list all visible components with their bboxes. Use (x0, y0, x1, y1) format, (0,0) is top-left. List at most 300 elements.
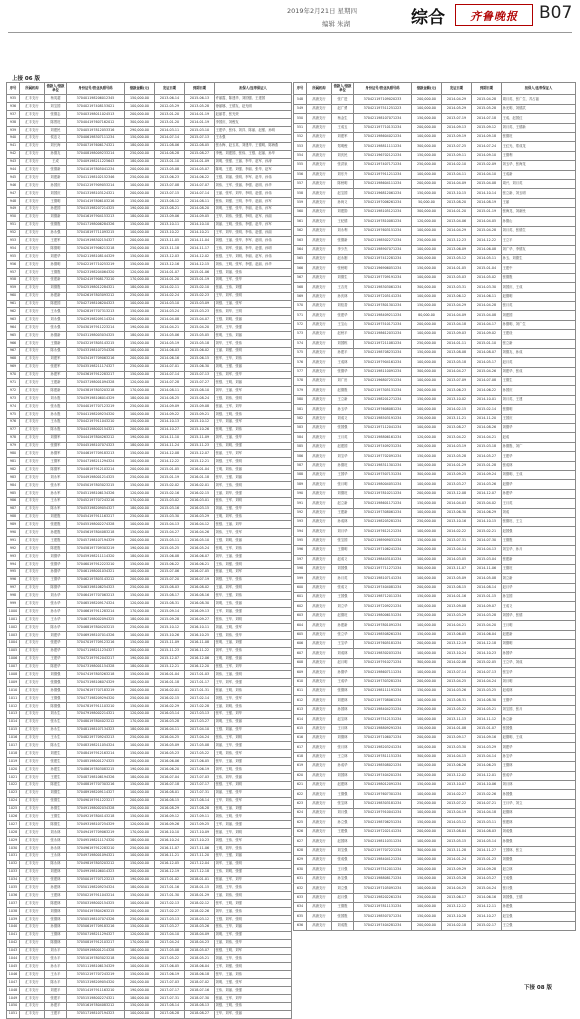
table-cell: 刘月英、王建 (502, 395, 576, 404)
table-cell: 962 (7, 308, 20, 316)
table-cell: 汇丰支行 (20, 852, 45, 860)
table-cell: 张建生 (45, 758, 67, 766)
table-cell: 370468197804203215 (67, 624, 125, 632)
table-cell: 2016-12-19 (155, 868, 185, 876)
table-cell: 王伟、刘华、张丽 (215, 773, 292, 781)
table-cell: 张丽、王军、刘华 (215, 994, 292, 1002)
table-cell: 150,000.00 (125, 261, 155, 269)
table-cell: 高唐支行 (307, 245, 332, 254)
table-row (7, 150, 292, 158)
table-row (294, 208, 576, 217)
table-cell: 370448197912103214 (67, 466, 125, 474)
table-cell: 刘强、王华、张军 (215, 695, 292, 703)
table-cell: 汇丰支行 (20, 111, 45, 119)
table-cell: 2014-06-16 (155, 355, 185, 363)
table-cell: 刘建新 (45, 174, 67, 182)
table-cell: 150,000.00 (412, 630, 442, 639)
table-cell: 2017-03-13 (155, 916, 185, 924)
table-cell: 孙立强 (332, 818, 354, 827)
table-cell: 370451198106134326 (67, 489, 125, 497)
table-cell: 370421197105091234 (354, 884, 412, 893)
table-cell: 634 (294, 902, 307, 911)
table-cell: 978 (7, 434, 20, 442)
table-row (294, 733, 576, 742)
table-cell: 618 (294, 752, 307, 761)
table-cell: 赵建新 (502, 630, 576, 639)
table-cell: 刘伟、王丽、张明 (215, 671, 292, 679)
table-cell: 陈永强 (45, 347, 67, 355)
table-row (294, 95, 576, 104)
table-cell: 张明、王军、刘伟 (215, 545, 292, 553)
table-cell: 王丽 (502, 198, 576, 207)
table-cell: 300,000.00 (412, 752, 442, 761)
table-cell: 2015-04-07 (185, 316, 215, 324)
table-cell: 370406198307111234 (67, 134, 125, 142)
table-cell: 370421197710131234 (354, 123, 412, 132)
table-cell: 972 (7, 387, 20, 395)
table-row (7, 166, 292, 174)
table-cell: 高唐支行 (307, 471, 332, 480)
table-cell: 刘德华 (502, 424, 576, 433)
table-cell: 王丽、刘伟、张华 (215, 939, 292, 947)
table-row (294, 658, 576, 667)
table-cell: 张德林 (332, 686, 354, 695)
table-row (7, 584, 292, 592)
table-cell: 2014-03-24 (155, 308, 185, 316)
table-cell: 549 (294, 104, 307, 113)
table-cell: 599 (294, 574, 307, 583)
table-cell: 赵月强 (332, 893, 354, 902)
table-row (294, 640, 576, 649)
table-cell: 200,000.00 (412, 677, 442, 686)
table-cell: 370421197407171234 (354, 161, 412, 170)
table-cell: 2015-02-17 (472, 921, 502, 930)
table-cell: 559 (294, 198, 307, 207)
table-row (7, 174, 292, 182)
table-cell: 张华、王强、刘丽 (215, 852, 292, 860)
table-cell: 1005 (7, 647, 20, 655)
table-cell: 370465198209174324 (67, 600, 125, 608)
table-cell: 孙德友 (45, 150, 67, 158)
table-cell: 王德林 (502, 762, 576, 771)
table-row (7, 971, 292, 979)
table-cell: 2015-07-13 (185, 371, 215, 379)
table-cell: 2014-12-15 (185, 261, 215, 269)
table-cell: 刘庆民 (332, 151, 354, 160)
table-row (7, 560, 292, 568)
table-cell: 汇丰支行 (20, 821, 45, 829)
table-cell: 180,000.00 (125, 505, 155, 513)
table-cell: 2014-05-06 (155, 332, 185, 340)
table-cell: 2016-06-21 (185, 560, 215, 568)
table-cell: 2015-08-31 (155, 600, 185, 608)
table-cell: 955 (7, 253, 20, 261)
table-cell: 370442197911043210 (67, 418, 125, 426)
table-row (7, 963, 292, 971)
table-row (294, 809, 576, 818)
table-cell: 570 (294, 301, 307, 310)
table-row (7, 466, 292, 474)
table-cell: 2014-07-18 (472, 114, 502, 123)
table-cell: 2013-04-11 (442, 170, 472, 179)
column-header: 发证日期 (155, 83, 185, 95)
table-cell: 2013-10-02 (442, 395, 472, 404)
table-cell: 593 (294, 517, 307, 526)
table-row (294, 799, 576, 808)
table-cell: 2013-06-05 (442, 630, 472, 639)
table-row (7, 95, 292, 103)
table-cell: 张建胜 (45, 521, 67, 529)
table-cell: 2013-05-22 (442, 705, 472, 714)
table-cell: 汇丰支行 (20, 411, 45, 419)
table-cell: 2013-09-25 (442, 471, 472, 480)
table-cell: 370447198211294324 (67, 458, 125, 466)
table-cell: 汇丰支行 (20, 923, 45, 931)
table-cell: 370453198209054327 (67, 505, 125, 513)
table-cell: 汇丰支行 (20, 95, 45, 103)
table-cell: 孙成林 (332, 517, 354, 526)
table-cell: 80,000.00 (412, 311, 442, 320)
table-cell: 591 (294, 499, 307, 508)
table-cell: 370421198706251234 (354, 818, 412, 827)
table-cell: 2013-11-13 (442, 715, 472, 724)
table-cell: 1025 (7, 805, 20, 813)
table-row (294, 114, 576, 123)
table-cell: 2013-03-30 (442, 743, 472, 752)
table-row (7, 821, 292, 829)
table-cell: 张永华 (45, 600, 67, 608)
table-row (294, 405, 576, 414)
table-cell: 250,000.00 (125, 363, 155, 371)
table-cell: 2015-09-12 (472, 123, 502, 132)
table-row (294, 301, 576, 310)
table-cell: 张德旺 (502, 132, 576, 141)
table-cell: 619 (294, 762, 307, 771)
table-cell: 946 (7, 182, 20, 190)
table-row (294, 602, 576, 611)
table-row (7, 726, 292, 734)
table-cell: 2013-07-08 (155, 182, 185, 190)
table-cell: 高唐支行 (307, 874, 332, 883)
table-row (294, 630, 576, 639)
table-cell: 601 (294, 593, 307, 602)
table-cell: 370492197804143218 (67, 813, 125, 821)
table-cell: 孙国华 (502, 649, 576, 658)
table-row (294, 837, 576, 846)
table-cell: 王国林、张立 (502, 846, 576, 855)
table-cell: 王宝山 (332, 320, 354, 329)
table-cell: 2015-10-12 (185, 418, 215, 426)
table-cell: 1019 (7, 758, 20, 766)
table-cell: 孙国庆 (45, 182, 67, 190)
table-cell: 370421196702121234 (354, 151, 412, 160)
table-cell: 汇丰支行 (20, 908, 45, 916)
table-cell: 370421197109020233 (354, 95, 412, 104)
table-cell: 2015-12-07 (185, 450, 215, 458)
table-cell: 2013-08-27 (442, 424, 472, 433)
table-cell: 150,000.00 (125, 671, 155, 679)
table-cell: 991 (7, 537, 20, 545)
table-row (294, 508, 576, 517)
table-cell: 100,000.00 (412, 668, 442, 677)
table-cell: 370418197711093215 (67, 229, 125, 237)
table-cell: 993 (7, 553, 20, 561)
table-cell: 赵建国 (332, 442, 354, 451)
table-cell: 2014-09-05 (185, 213, 215, 221)
table-cell: 2014-05-08 (472, 574, 502, 583)
table-cell: 2016-05-23 (155, 750, 185, 758)
table-cell: 刘华、王丽、张强 (215, 553, 292, 561)
table-cell: 张建军 (45, 363, 67, 371)
table-cell: 2013-04-18 (442, 320, 472, 329)
table-cell: 1023 (7, 789, 20, 797)
table-cell: 952 (7, 229, 20, 237)
table-cell: 973 (7, 395, 20, 403)
table-cell: 2014-06-22 (472, 386, 502, 395)
table-cell: 1028 (7, 829, 20, 837)
table-cell: 2016-09-12 (155, 813, 185, 821)
table-cell: 2015-02-09 (472, 161, 502, 170)
table-cell: 高唐支行 (307, 921, 332, 930)
table-cell: 刘国庆 (45, 190, 67, 198)
table-cell: 2017-01-17 (185, 679, 215, 687)
table-cell: 370434197709063216 (67, 355, 125, 363)
table-cell: 200,000.00 (412, 640, 442, 649)
table-cell: 高唐支行 (307, 668, 332, 677)
table-cell: 汇丰支行 (20, 434, 45, 442)
table-row (7, 213, 292, 221)
table-cell: 2013-09-29 (442, 865, 472, 874)
table-cell: 100,000.00 (412, 377, 442, 386)
table-cell: 370421197708061234 (354, 696, 412, 705)
table-cell: 628 (294, 846, 307, 855)
table-cell: 2014-03-26 (442, 686, 472, 695)
table-row (294, 921, 576, 930)
table-cell: 汇丰支行 (20, 197, 45, 205)
table-cell: 王建军 (45, 237, 67, 245)
table-cell: 985 (7, 489, 20, 497)
table-row (7, 1010, 292, 1018)
table-cell: 刘强、王丽、张军 (215, 300, 292, 308)
column-header: 借款人/借款单位 (332, 83, 354, 95)
table-cell: 刘长海 (45, 142, 67, 150)
table-row (7, 442, 292, 450)
table-cell: 刘立华 (332, 602, 354, 611)
table-row (294, 348, 576, 357)
table-cell: 1016 (7, 734, 20, 742)
table-row (7, 553, 292, 561)
table-cell: 孙德军 (45, 450, 67, 458)
table-cell: 王德华 (502, 696, 576, 705)
table-cell: 370457198107194329 (67, 537, 125, 545)
table-cell: 汇丰支行 (20, 458, 45, 466)
table-row (7, 852, 292, 860)
table-row (294, 226, 576, 235)
table-cell: 刘华、王丽、张伟 (215, 908, 292, 916)
table-cell: 李俊、刘建国、张伟、王强、赵丽、孙华 (215, 150, 292, 158)
table-cell: 150,000.00 (412, 686, 442, 695)
table-cell: 180,000.00 (125, 884, 155, 892)
table-cell: 2016-11-22 (185, 647, 215, 655)
table-cell: 2013-08-31 (442, 696, 472, 705)
table-cell: 高唐支行 (307, 790, 332, 799)
table-row (7, 332, 292, 340)
table-cell: 2015-04-02 (472, 499, 502, 508)
table-cell: 370435198211174327 (67, 363, 125, 371)
table-cell: 高唐支行 (307, 452, 332, 461)
table-cell: 2015-01-19 (155, 474, 185, 482)
table-cell: 张海龙、刘新民 (502, 208, 576, 217)
table-cell: 王建华 (502, 452, 576, 461)
table-cell: 370421198607111234 (354, 668, 412, 677)
table-cell: 370421198107071234 (354, 114, 412, 123)
table-cell: 2014-08-11 (185, 197, 215, 205)
table-row (294, 827, 576, 836)
table-row (7, 671, 292, 679)
table-cell: 180,000.00 (125, 616, 155, 624)
table-cell: 高唐支行 (307, 292, 332, 301)
table-cell: 刘宝华、孙月 (502, 546, 576, 555)
table-cell: 250,000.00 (125, 844, 155, 852)
table-cell: 2014-07-28 (155, 379, 185, 387)
table-cell: 370421197811131234 (354, 902, 412, 911)
table-cell: 2015-09-21 (185, 411, 215, 419)
table-cell: 张伟、刘华、王明 (215, 308, 292, 316)
table-cell: 刘军、王明、张伟 (215, 766, 292, 774)
table-cell: 刘德明 (502, 640, 576, 649)
table-cell: 2014-10-21 (185, 229, 215, 237)
table-row (7, 403, 292, 411)
table-cell: 张丽、王军、刘华 (215, 403, 292, 411)
table-cell: 370421197608081234 (354, 405, 412, 414)
table-cell: 994 (7, 560, 20, 568)
table-cell: 孙立新 (502, 715, 576, 724)
table-cell: 张建新 (502, 555, 576, 564)
table-cell: 汇丰支行 (20, 655, 45, 663)
table-row (7, 426, 292, 434)
table-cell: 120,000.00 (125, 821, 155, 829)
table-cell: 180,000.00 (125, 663, 155, 671)
table-cell: 969 (7, 363, 20, 371)
table-cell: 190,000.00 (125, 545, 155, 553)
table-row (7, 253, 292, 261)
table-cell: 张华、王丽、刘强 (215, 758, 292, 766)
table-cell: 370416197904153213 (67, 213, 125, 221)
table-cell: 370421198111191234 (354, 686, 412, 695)
table-cell: 370459198211114320 (67, 553, 125, 561)
table-row (294, 884, 576, 893)
table-cell: 200,000.00 (412, 771, 442, 780)
table-cell: 200,000.00 (412, 583, 442, 592)
table-cell: 汇丰支行 (20, 750, 45, 758)
table-cell: 936 (7, 103, 20, 111)
table-cell: 汇丰支行 (20, 505, 45, 513)
table-cell: 汇丰支行 (20, 671, 45, 679)
table-cell: 1011 (7, 695, 20, 703)
table-cell: 汇丰支行 (20, 450, 45, 458)
table-row (294, 217, 576, 226)
table-cell: 2015-03-18 (472, 442, 502, 451)
table-row (7, 576, 292, 584)
table-cell: 370421197607301234 (354, 790, 412, 799)
table-cell: 2013-05-18 (442, 358, 472, 367)
table-cell: 370421197106071234 (354, 733, 412, 742)
table-cell: 2013-08-15 (442, 583, 472, 592)
table-cell: 高唐支行 (307, 226, 332, 235)
table-cell: 2018-01-29 (185, 892, 215, 900)
table-cell: 370498197803203212 (67, 860, 125, 868)
table-cell: 高唐支行 (307, 358, 332, 367)
table-cell: 汇丰支行 (20, 553, 45, 561)
table-cell: 2017-02-28 (185, 702, 215, 710)
table-cell: 刘宝国 (45, 103, 67, 111)
column-header: 借款金额(元) (412, 83, 442, 95)
table-cell: 370421197811151234 (354, 752, 412, 761)
table-cell: 1050 (7, 1002, 20, 1010)
table-row (294, 874, 576, 883)
table-cell: 刘德军 (45, 434, 67, 442)
table-cell: 2014-03-05 (442, 555, 472, 564)
table-cell: 汇丰支行 (20, 687, 45, 695)
table-cell: 370410197805041234 (67, 166, 125, 174)
table-cell: 2015-11-23 (155, 647, 185, 655)
table-cell: 2017-02-14 (185, 695, 215, 703)
table-cell: 370429198209114324 (67, 316, 125, 324)
table-cell: 370424197908173210 (67, 276, 125, 284)
table-cell: 汇丰支行 (20, 584, 45, 592)
table-cell: 2015-02-05 (472, 658, 502, 667)
table-row (7, 860, 292, 868)
table-cell: 2013-09-19 (442, 132, 472, 141)
table-cell: 刘丽、王华、张伟 (215, 955, 292, 963)
table-row (7, 142, 292, 150)
table-cell: 刘广华、李德友 (502, 245, 576, 254)
table-cell: 汇丰支行 (20, 947, 45, 955)
table-cell: 王永林 (45, 852, 67, 860)
table-cell: 2013-05-08 (155, 166, 185, 174)
table-cell: 190,000.00 (125, 766, 155, 774)
table-cell: 1008 (7, 671, 20, 679)
table-cell: 张德军 (45, 442, 67, 450)
table-cell: 汇丰支行 (20, 892, 45, 900)
table-cell: 370421197205141234 (354, 292, 412, 301)
table-cell: 2016-02-15 (155, 695, 185, 703)
table-cell: 刘丽、王华、张强 (215, 742, 292, 750)
table-cell: 2017-06-05 (185, 758, 215, 766)
table-row (294, 189, 576, 198)
table-cell: 2017-05-22 (155, 955, 185, 963)
table-cell: 2014-04-25 (442, 884, 472, 893)
table-cell: 张国胜 (332, 912, 354, 921)
table-cell: 周兴、刘月英 (502, 179, 576, 188)
table-cell: 张成强 (332, 856, 354, 865)
table-cell: 1002 (7, 624, 20, 632)
table-cell: 2015-04-26 (472, 367, 502, 376)
table-cell: 370421198712011234 (354, 593, 412, 602)
table-cell: 370505198107074326 (67, 916, 125, 924)
table-row (7, 837, 292, 845)
table-row (7, 947, 292, 955)
table-cell: 王月英 (332, 433, 354, 442)
table-cell: 汇丰支行 (20, 1010, 45, 1018)
table-cell: 2017-03-27 (155, 923, 185, 931)
table-cell: 2014-04-29 (442, 226, 472, 235)
table-cell: 刘建民 (45, 126, 67, 134)
table-cell: 370421197404081234 (354, 583, 412, 592)
table-cell: 汇丰支行 (20, 268, 45, 276)
table-cell: 2015-09-08 (185, 403, 215, 411)
table-cell: 赵立新 (332, 499, 354, 508)
